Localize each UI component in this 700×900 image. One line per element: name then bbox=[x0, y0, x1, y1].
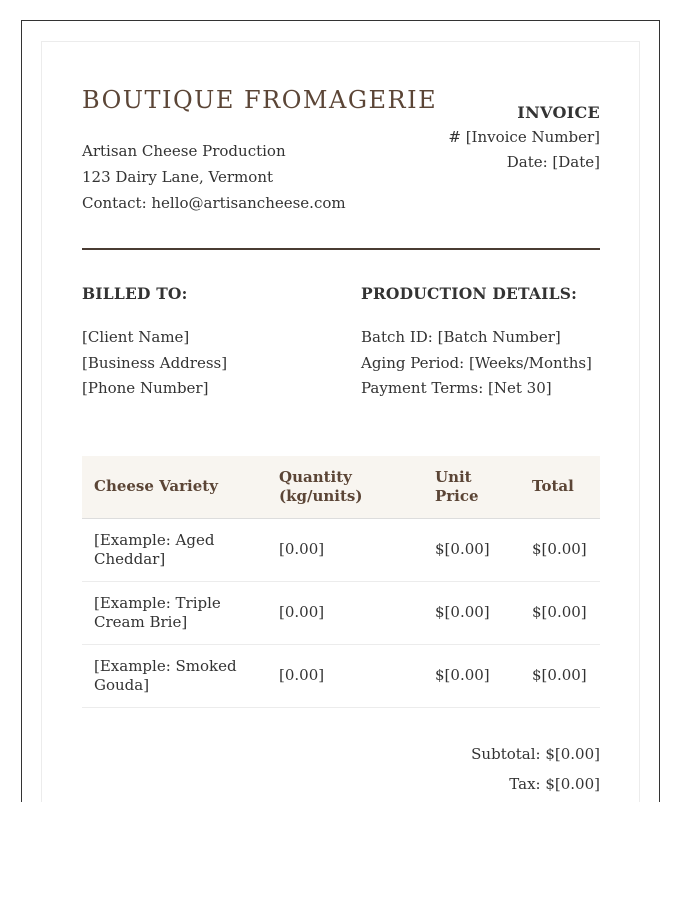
cell-quantity: [0.00] bbox=[267, 581, 423, 644]
client-name: [Client Name] bbox=[82, 328, 190, 346]
company-contact: Contact: hello@artisancheese.com bbox=[82, 194, 346, 212]
totals-block bbox=[471, 739, 600, 799]
header-total: Total bbox=[520, 456, 600, 518]
cell-cheese-variety: [Example: Triple Cream Brie] bbox=[82, 581, 267, 644]
payment-terms: Payment Terms: [Net 30] bbox=[361, 379, 552, 397]
billed-to-heading: BILLED TO: bbox=[82, 284, 188, 303]
header-cheese-variety: Cheese Variety bbox=[82, 456, 267, 518]
tax: Tax: $[0.00] bbox=[509, 775, 600, 793]
page-cut-off bbox=[0, 802, 700, 900]
company-info bbox=[82, 138, 346, 216]
company-address: 123 Dairy Lane, Vermont bbox=[82, 168, 274, 186]
table-row bbox=[82, 644, 600, 707]
business-address: [Business Address] bbox=[82, 353, 228, 372]
table-row bbox=[82, 518, 600, 581]
header-unit-price: Unit Price bbox=[423, 456, 520, 518]
header-divider bbox=[82, 248, 600, 250]
cell-unit-price: $[0.00] bbox=[423, 644, 520, 707]
cell-total: $[0.00] bbox=[520, 581, 600, 644]
line-items-table bbox=[82, 456, 600, 708]
cell-unit-price: $[0.00] bbox=[423, 581, 520, 644]
cell-cheese-variety: [Example: Smoked Gouda] bbox=[82, 644, 267, 707]
invoice-number: # [Invoice Number] bbox=[448, 128, 600, 146]
phone-number: [Phone Number] bbox=[82, 379, 209, 397]
cell-cheese-variety: [Example: Aged Cheddar] bbox=[82, 518, 267, 581]
billed-to-details bbox=[82, 325, 227, 402]
aging-period: Aging Period: [Weeks/Months] bbox=[361, 353, 592, 372]
header-quantity: Quantity (kg/units) bbox=[267, 456, 423, 518]
cell-quantity: [0.00] bbox=[267, 518, 423, 581]
production-details-heading: PRODUCTION DETAILS: bbox=[361, 284, 578, 303]
cell-total: $[0.00] bbox=[520, 644, 600, 707]
subtotal: Subtotal: $[0.00] bbox=[471, 745, 600, 763]
company-tagline: Artisan Cheese Production bbox=[82, 142, 286, 160]
cell-unit-price: $[0.00] bbox=[423, 518, 520, 581]
company-name: BOUTIQUE FROMAGERIE bbox=[82, 86, 438, 114]
cell-total: $[0.00] bbox=[520, 518, 600, 581]
table-header-row bbox=[82, 456, 600, 518]
table-row bbox=[82, 581, 600, 644]
invoice-label: INVOICE bbox=[517, 103, 600, 122]
batch-id: Batch ID: [Batch Number] bbox=[361, 328, 561, 346]
production-details bbox=[361, 325, 592, 402]
invoice-meta bbox=[448, 100, 600, 175]
invoice-date: Date: [Date] bbox=[506, 153, 600, 171]
cell-quantity: [0.00] bbox=[267, 644, 423, 707]
